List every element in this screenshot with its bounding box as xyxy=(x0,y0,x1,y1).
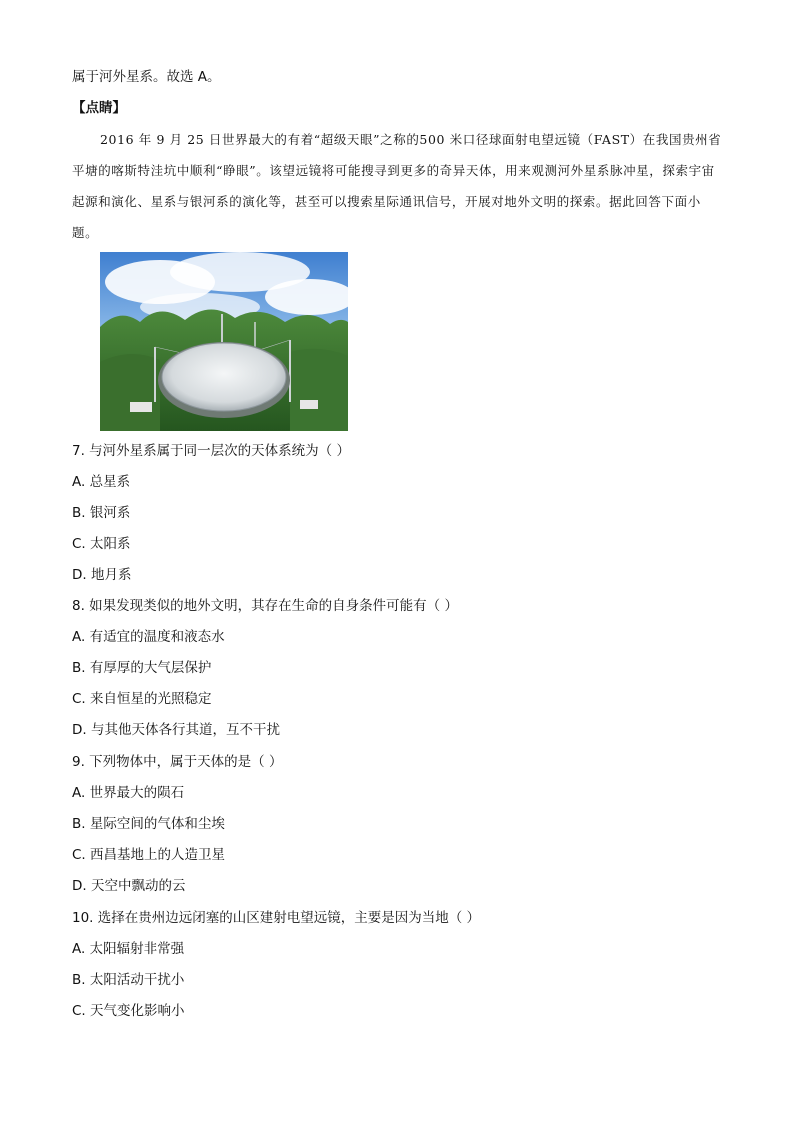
q7-option-d[interactable]: D. 地月系 xyxy=(72,567,132,583)
question-7-stem: 7. 与河外星系属于同一层次的天体系统为（ ） xyxy=(72,443,350,459)
q10-option-c[interactable]: C. 天气变化影响小 xyxy=(72,1003,185,1019)
q8-option-d[interactable]: D. 与其他天体各行其道，互不干扰 xyxy=(72,722,280,738)
section-heading: 【点睛】 xyxy=(72,100,126,116)
q7-option-a[interactable]: A. 总星系 xyxy=(72,474,131,490)
q8-option-a[interactable]: A. 有适宜的温度和液态水 xyxy=(72,629,225,645)
question-10-stem: 10. 选择在贵州边远闭塞的山区建射电望远镜，主要是因为当地（ ） xyxy=(72,910,481,926)
q7-option-c[interactable]: C. 太阳系 xyxy=(72,536,131,552)
q10-option-a[interactable]: A. 太阳辐射非常强 xyxy=(72,941,185,957)
passage-text: 2016 年 9 月 25 日世界最大的有着“超级天眼”之称的500 米口径球面射电望远镜（FAST）在我国贵州省平塘的喀斯特洼坑中顺利“睁眼”。该望远镜将可能搜寻到更多的奇异天体，用来观测河外星系脉冲星，探索宇宙起源和演化、星系与银河系的演化等，甚至可以搜索星际通讯信号，开展对地外文明的探索。据此回答下面小题。 xyxy=(72,132,722,240)
q9-option-b[interactable]: B. 星际空间的气体和尘埃 xyxy=(72,816,225,832)
intro-line: 属于河外星系。故选 A。 xyxy=(72,69,221,85)
q8-option-c[interactable]: C. 来自恒星的光照稳定 xyxy=(72,691,212,707)
passage-paragraph xyxy=(72,124,722,248)
q9-option-d[interactable]: D. 天空中飘动的云 xyxy=(72,878,186,894)
q9-option-a[interactable]: A. 世界最大的陨石 xyxy=(72,785,185,801)
question-8-stem: 8. 如果发现类似的地外文明，其存在生命的自身条件可能有（ ） xyxy=(72,598,458,614)
question-9-stem: 9. 下列物体中，属于天体的是（ ） xyxy=(72,754,283,770)
fast-telescope-photo xyxy=(100,252,348,431)
q9-option-c[interactable]: C. 西昌基地上的人造卫星 xyxy=(72,847,226,863)
q7-option-b[interactable]: B. 银河系 xyxy=(72,505,131,521)
q8-option-b[interactable]: B. 有厚厚的大气层保护 xyxy=(72,660,212,676)
q10-option-b[interactable]: B. 太阳活动干扰小 xyxy=(72,972,185,988)
